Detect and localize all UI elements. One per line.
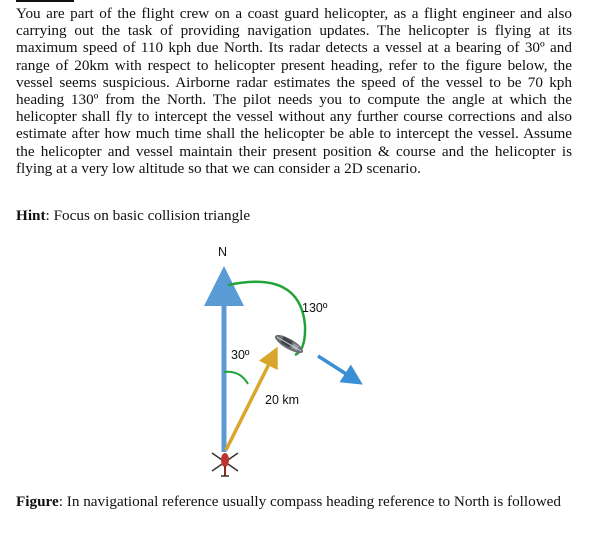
hint-label: Hint <box>16 207 46 224</box>
bearing-label: 30º <box>231 348 250 362</box>
heading-label: 130º <box>302 301 328 315</box>
vessel-course-arrow <box>318 356 354 379</box>
caption-text: : In navigational reference usually compass heading reference to North is followed <box>58 493 562 510</box>
range-label: 20 km <box>265 393 300 407</box>
bearing-angle-arc <box>224 372 248 384</box>
hint-text: : Focus on basic collision triangle <box>45 207 251 224</box>
vessel-icon <box>273 332 306 357</box>
north-label: N <box>218 245 228 259</box>
helicopter-icon <box>212 453 238 476</box>
problem-paragraph: You are part of the flight crew on a coast guard helicopter, as a flight engineer and also carrying out the task of providing navigation updates. The helicopter is flying at its maximum speed of 110 kph due North. Its radar detects a vessel at a bearing of 30º and range of 20km with respect to helicopter present heading, refer to the figure below, the vessel seems suspicious. Airborne radar estimates the speed of the vessel to be 70 kph heading 130º from the North. The pilot needs you to compute the angle at which the helicopter shall fly to intercept the vessel without any further course corrections and also estimate after how much time shall the helicopter be able to intercept the vessel. Assume the helicopter and vessel maintain their present position & course and the helicopter is flying at a very low altitude so that we can consider a 2D scenario. <box>16 5 572 177</box>
caption-label: Figure <box>16 493 59 510</box>
figure-caption <box>16 492 572 511</box>
